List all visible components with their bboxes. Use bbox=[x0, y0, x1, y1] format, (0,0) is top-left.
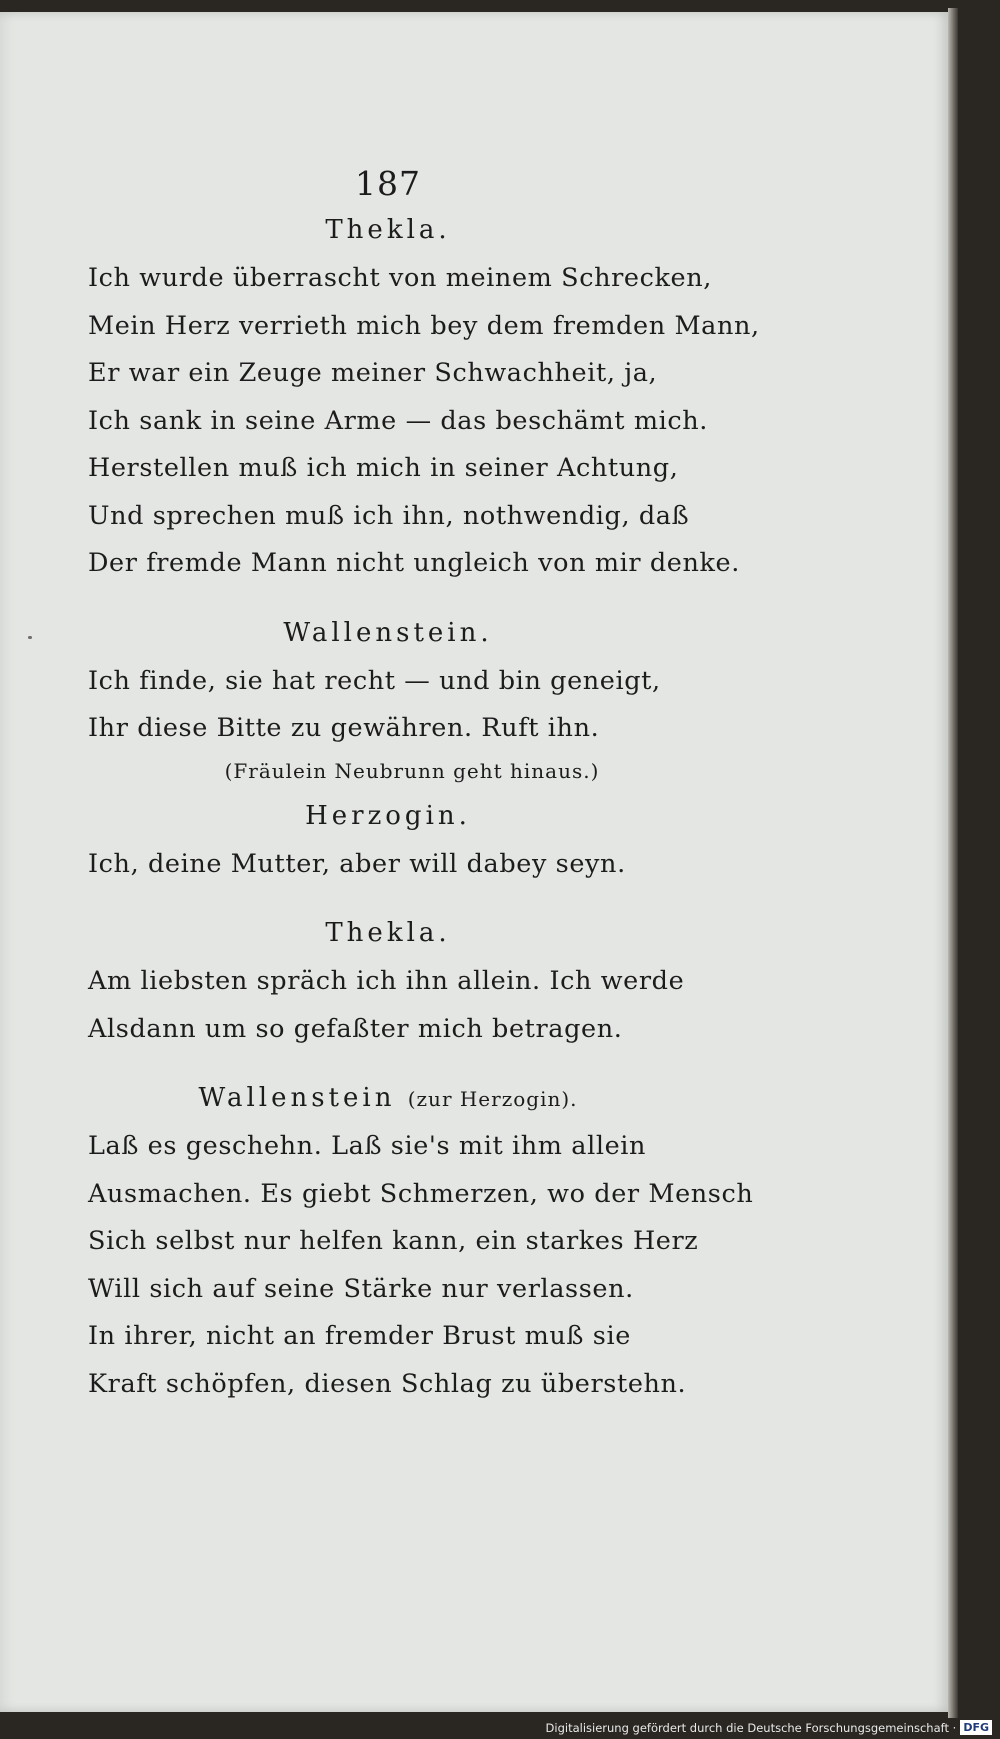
verse-line: Ich, deine Mutter, aber will dabey seyn. bbox=[88, 848, 626, 879]
verse-line: Will sich auf seine Stärke nur verlassen. bbox=[88, 1273, 634, 1304]
speaker-wallenstein-2 bbox=[68, 1083, 708, 1113]
ink-speck bbox=[28, 636, 32, 639]
speaker-thekla-2: Thekla. bbox=[325, 918, 451, 948]
verse-line: Alsdann um so gefaßter mich betragen. bbox=[88, 1013, 623, 1044]
speaker-note: (zur Herzogin). bbox=[407, 1087, 578, 1111]
page-edge bbox=[948, 8, 958, 1720]
verse-line: Ich wurde überrascht von meinem Schrecken, bbox=[88, 263, 712, 293]
verse-line: Ausmachen. Es giebt Schmerzen, wo der Mensch bbox=[88, 1178, 754, 1209]
verse-line: Sich selbst nur helfen kann, ein starkes Herz bbox=[88, 1226, 699, 1256]
speaker-herzogin: Herzogin. bbox=[305, 800, 471, 831]
verse-line: In ihrer, nicht an fremder Brust muß sie bbox=[88, 1321, 631, 1351]
page-number: 187 bbox=[355, 164, 421, 203]
dfg-logo-icon: DFG bbox=[960, 1720, 992, 1735]
verse-line: Ich finde, sie hat recht — und bin geneigt, bbox=[88, 665, 661, 696]
verse-line: Und sprechen muß ich ihn, nothwendig, daß bbox=[88, 500, 690, 531]
verse-line: Herstellen muß ich mich in seiner Achtung, bbox=[88, 453, 679, 483]
verse-line: Kraft schöpfen, diesen Schlag zu überstehn. bbox=[88, 1368, 687, 1399]
verse-line: Mein Herz verrieth mich bey dem fremden Mann, bbox=[88, 310, 760, 341]
speaker-thekla-1: Thekla. bbox=[325, 215, 451, 245]
digitization-footer bbox=[0, 1718, 1000, 1739]
footer-credit: Digitalisierung gefördert durch die Deutsche Forschungsgemeinschaft · bbox=[545, 1721, 957, 1735]
verse-line: Am liebsten spräch ich ihn allein. Ich werde bbox=[88, 966, 685, 996]
speaker-wallenstein-1: Wallenstein. bbox=[283, 617, 493, 648]
book-page bbox=[0, 12, 948, 1712]
verse-line: Der fremde Mann nicht ungleich von mir denke. bbox=[88, 548, 740, 578]
verse-line: Er war ein Zeuge meiner Schwachheit, ja, bbox=[88, 358, 658, 388]
verse-line: Ihr diese Bitte zu gewähren. Ruft ihn. bbox=[88, 713, 600, 743]
stage-direction: (Fräulein Neubrunn geht hinaus.) bbox=[224, 758, 600, 783]
speaker-name: Wallenstein bbox=[198, 1083, 396, 1113]
verse-line: Ich sank in seine Arme — das beschämt mich. bbox=[88, 405, 708, 436]
page-text bbox=[88, 164, 760, 1408]
verse-line: Laß es geschehn. Laß sie's mit ihm allein bbox=[88, 1131, 647, 1161]
